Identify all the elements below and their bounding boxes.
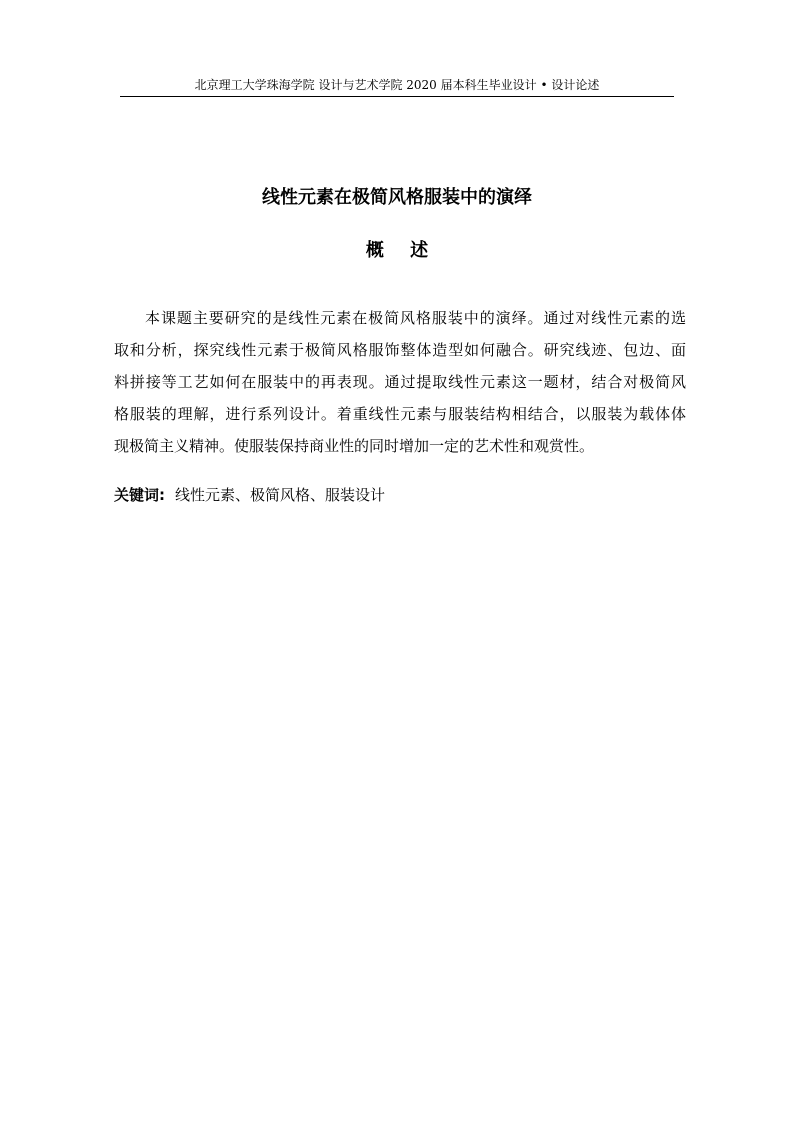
section-heading: 概 述 (365, 240, 439, 261)
keywords-text: 线性元素、极简风格、服装设计 (175, 486, 386, 504)
abstract-line: 格服装的理解，进行系列设计。着重线性元素与服装结构相结合，以服装为载体体 (114, 405, 686, 423)
keywords-row (114, 481, 686, 509)
abstract-paragraph (114, 302, 686, 462)
abstract-line: 取和分析，探究线性元素于极简风格服饰整体造型如何融合。研究线迹、包边、面 (114, 341, 686, 359)
abstract-line: 本课题主要研究的是线性元素在极简风格服装中的演绎。通过对线性元素的选 (145, 309, 686, 327)
abstract-line: 料拼接等工艺如何在服装中的再表现。通过提取线性元素这一题材，结合对极简风 (114, 373, 686, 391)
document-title: 线性元素在极简风格服装中的演绎 (262, 187, 532, 208)
abstract-line: 现极简主义精神。使服装保持商业性的同时增加一定的艺术性和观赏性。 (114, 437, 595, 455)
keywords-label: 关键词: (114, 486, 165, 504)
running-header: 北京理工大学珠海学院 设计与艺术学院 2020 届本科生毕业设计 • 设计论述 (120, 77, 674, 97)
